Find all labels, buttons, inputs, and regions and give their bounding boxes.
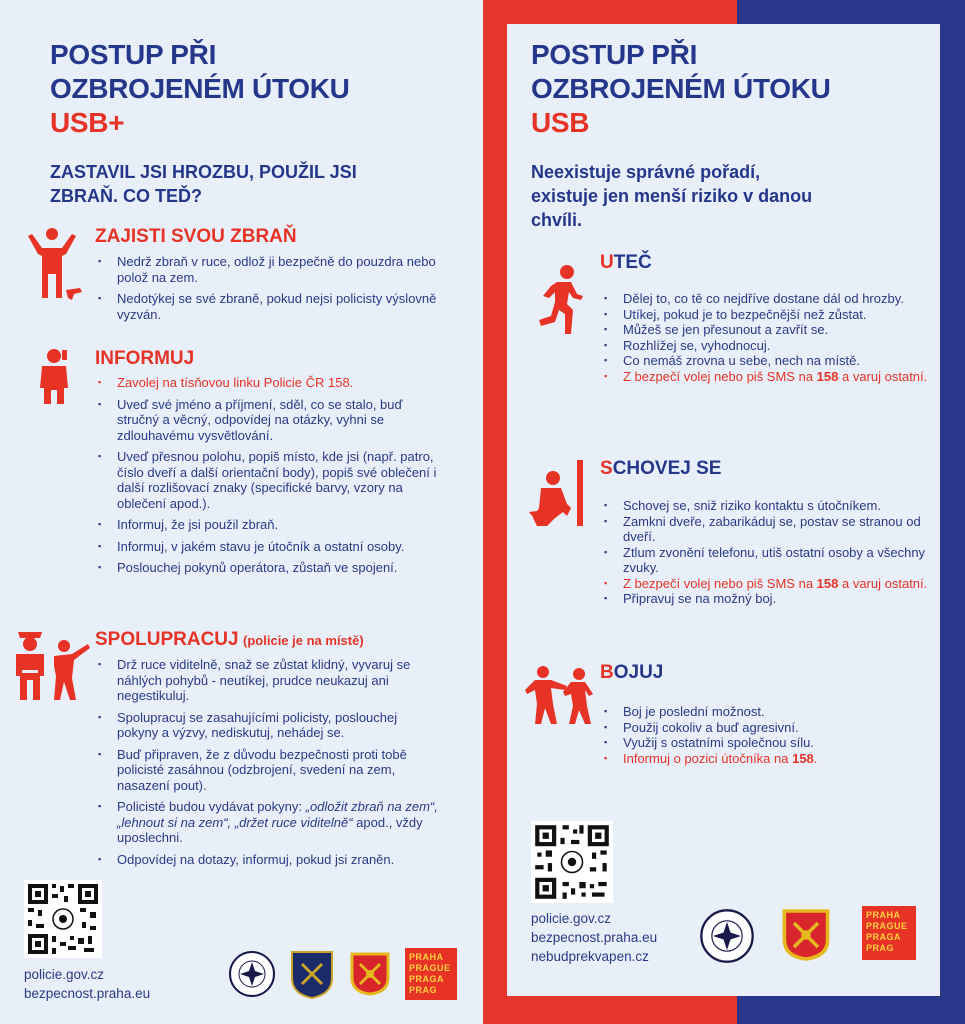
section-title-bojuj <box>600 662 663 684</box>
list-item <box>601 369 936 385</box>
intro-line: existuje jen menší riziko v danou <box>531 186 813 206</box>
praha-coat-of-arms <box>350 952 390 996</box>
policie-cr-logo <box>228 950 276 998</box>
list-item: ▪ Můžeš se jen přesunout a zavřít se. <box>601 322 936 338</box>
spolupracuj-title: SPOLUPRACUJ <box>95 629 239 650</box>
utec-list <box>601 291 936 384</box>
list-item: ▪ Dělej to, co tě co nejdříve dostane dál od hrozby. <box>601 291 936 307</box>
section-title-spolupracuj <box>95 629 364 651</box>
list-item: ▪ Nedotýkej se své zbraně, pokud nejsi policisty výslovně vyzván. <box>95 291 440 322</box>
schovej-first-letter: S <box>600 458 613 479</box>
bojuj-rest: OJUJ <box>613 662 664 683</box>
praha-logo-line: PRAG <box>409 985 438 995</box>
qr-code <box>531 821 613 903</box>
list-item-text: a varuj ostatní. <box>838 575 928 591</box>
emergency-number: 158 <box>792 750 814 766</box>
list-item: ▪ Boj je poslední možnost. <box>601 704 936 720</box>
left-title-suffix: USB+ <box>50 107 125 138</box>
qr-code <box>24 880 102 958</box>
praha-logo-line: PRAGA <box>866 932 902 942</box>
list-item-text: Z bezpečí volej nebo piš SMS na <box>623 368 817 384</box>
left-subtitle-line1: ZASTAVIL JSI HROZBU, POUŽIL JSI <box>50 162 357 182</box>
right-title-suffix: USB <box>531 107 590 138</box>
list-item-text: . <box>813 750 818 766</box>
schovej-rest: CHOVEJ SE <box>612 458 722 479</box>
list-item <box>601 576 936 592</box>
left-title-line2: OZBROJENÉM ÚTOKU <box>50 73 350 104</box>
left-panel <box>0 0 480 1024</box>
bojuj-first-letter: B <box>600 662 614 683</box>
list-item: ▪ Použij cokoliv a buď agresivní. <box>601 720 936 736</box>
list-item-text: Z bezpečí volej nebo piš SMS na <box>623 575 817 591</box>
list-item: ▪ Uveď své jméno a příjmení, sděl, co se stalo, buď stručný a věcný, odpovídej na otázky, vyhni se zdlouhavému vysvětlování. <box>95 397 440 444</box>
list-item: ▪ Drž ruce viditelně, snaž se zůstat klidný, vyvaruj se náhlých pohybů - neutíkej, prudce neukazuj ani negestikuluj. <box>95 657 440 704</box>
list-item-text: Policisté budou vydávat pokyny: <box>117 799 302 814</box>
praha-logo-line: PRAGUE <box>409 963 451 973</box>
right-title-line2: OZBROJENÉM ÚTOKU <box>531 73 831 104</box>
emergency-number: 158 <box>816 368 839 384</box>
right-title <box>531 38 831 140</box>
list-item <box>95 799 440 846</box>
schovej-list <box>601 498 936 607</box>
list-item: ▪ Co nemáš zrovna u sebe, nech na místě. <box>601 353 936 369</box>
left-title <box>50 38 350 140</box>
zajisti-list <box>95 254 440 322</box>
list-item: ▪ Zamkni dveře, zabarikáduj se, postav se stranou od dveří. <box>601 514 936 545</box>
shield-logo <box>290 950 334 1000</box>
bojuj-list <box>601 704 936 766</box>
utec-rest: TEČ <box>613 252 652 273</box>
spolupracuj-list <box>95 657 440 867</box>
list-item: ▪ Nedrž zbraň v ruce, odlož ji bezpečně do pouzdra nebo polož na zem. <box>95 254 440 285</box>
list-item: ▪ Využij s ostatními společnou sílu. <box>601 735 936 751</box>
list-item: ▪ Zavolej na tísňovou linku Policie ČR 158. <box>95 375 440 391</box>
link-policie[interactable]: policie.gov.cz <box>531 911 612 926</box>
left-subtitle <box>50 160 357 208</box>
praha-logo-line: PRAGA <box>409 974 445 984</box>
emergency-number: 158 <box>816 575 839 591</box>
praha-logo <box>862 906 916 960</box>
praha-coat-of-arms <box>782 908 830 962</box>
section-title-utec <box>600 252 652 274</box>
link-bezpecnost[interactable]: bezpecnost.praha.eu <box>24 986 151 1001</box>
section-title-informuj: INFORMUJ <box>95 348 195 369</box>
fighting-people-icon <box>523 664 603 726</box>
list-item-rest: apod., vždy uposlechni. <box>117 814 423 845</box>
informuj-list <box>95 375 440 576</box>
left-links <box>24 965 150 1003</box>
praha-logo-line: PRAG <box>866 943 895 953</box>
hiding-person-icon <box>527 460 589 526</box>
right-links <box>531 909 657 966</box>
list-item: ▪ Buď připraven, že z důvodu bezpečnosti proti tobě policisté zasáhnou (odzbrojení, svedení na zem, nasazení pout). <box>95 747 440 794</box>
list-item-italic: „odložit zbraň na zem“, „lehnout si na zem“, „držet ruce viditelně“ <box>117 799 438 830</box>
list-item: ▪ Utíkej, pokud je to bezpečnější než zůstat. <box>601 307 936 323</box>
list-item <box>601 751 936 767</box>
running-person-icon <box>537 264 583 336</box>
list-item: ▪ Odpovídej na dotazy, informuj, pokud jsi zraněn. <box>95 852 440 868</box>
left-subtitle-line2: ZBRAŇ. CO TEĎ? <box>50 186 202 206</box>
right-panel <box>483 0 965 1024</box>
right-title-line1: POSTUP PŘI <box>531 39 698 70</box>
link-bezpecnost[interactable]: bezpecnost.praha.eu <box>531 930 658 945</box>
utec-first-letter: U <box>600 252 614 273</box>
intro-line: Neexistuje správné pořadí, <box>531 162 761 182</box>
intro-line: chvíli. <box>531 210 583 230</box>
person-phone-icon <box>36 348 76 404</box>
praha-logo <box>405 948 457 1000</box>
section-title-schovej <box>600 458 721 480</box>
right-card <box>507 24 940 996</box>
spolupracuj-note: (policie je na místě) <box>243 633 364 648</box>
list-item: ▪ Informuj, v jakém stavu je útočník a ostatní osoby. <box>95 539 440 555</box>
list-item: ▪ Ztlum zvonění telefonu, utiš ostatní osoby a všechny zvuky. <box>601 545 936 576</box>
praha-logo-line: PRAHA <box>409 952 444 962</box>
person-hands-up-icon <box>22 226 86 304</box>
policie-cr-logo <box>699 908 755 964</box>
list-item: ▪ Uveď přesnou polohu, popiš místo, kde jsi (např. patro, číslo dveří a další orientační body), popiš své oblečení i další rozlišovací znaky (specifické barvy, vzory na oblečení apod.). <box>95 449 440 511</box>
left-title-line1: POSTUP PŘI <box>50 39 217 70</box>
section-title-zajisti: ZAJISTI SVOU ZBRAŇ <box>95 226 297 247</box>
link-nebudprekvapen[interactable]: nebudprekvapen.cz <box>531 949 649 964</box>
link-policie[interactable]: policie.gov.cz <box>24 967 105 982</box>
list-item: ▪ Poslouchej pokynů operátora, zůstaň ve spojení. <box>95 560 440 576</box>
right-intro <box>531 160 911 232</box>
list-item-text: Informuj o pozici útočníka na <box>623 750 793 766</box>
list-item: ▪ Připravuj se na možný boj. <box>601 591 936 607</box>
list-item-text: a varuj ostatní. <box>838 368 928 384</box>
list-item: ▪ Spolupracuj se zasahujícími policisty, poslouchej pokyny a výzvy, nediskutuj, nehádej se. <box>95 710 440 741</box>
praha-logo-line: PRAHA <box>866 910 901 920</box>
praha-logo-line: PRAGUE <box>866 921 908 931</box>
police-and-person-icon <box>12 626 92 706</box>
list-item: ▪ Informuj, že jsi použil zbraň. <box>95 517 440 533</box>
list-item: ▪ Rozhlížej se, vyhodnocuj. <box>601 338 936 354</box>
list-item: ▪ Schovej se, sniž riziko kontaktu s útočníkem. <box>601 498 936 514</box>
